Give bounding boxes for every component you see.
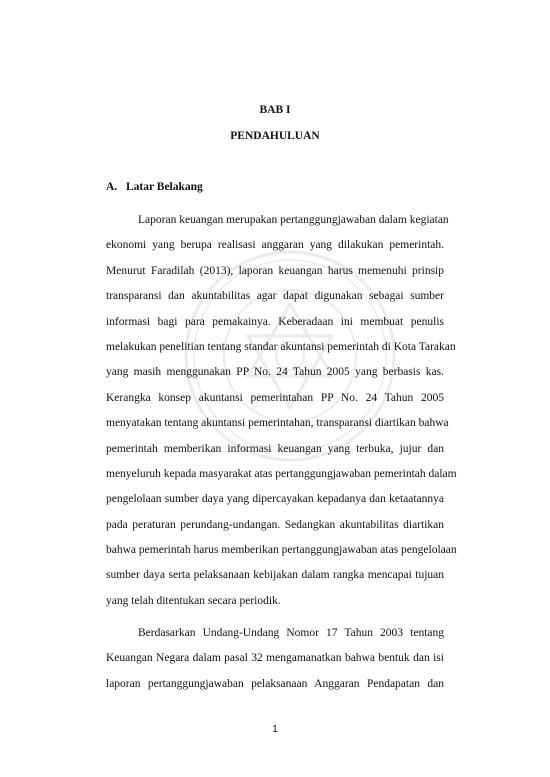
paragraph-line: pada peraturan perundang-undangan. Sedangkan akuntabilitas diartikan xyxy=(106,518,444,531)
paragraph-line: transparansi dan akuntabilitas agar dapat digunakan sebagai sumber xyxy=(106,290,444,303)
page-number: 1 xyxy=(272,724,278,735)
chapter-number: BAB I xyxy=(259,104,291,116)
paragraph-line: sumber daya serta pelaksanaan kebijakan dalam rangka mencapai tujuan xyxy=(106,569,444,582)
paragraph-line: pemerintah memberikan informasi keuangan yang terbuka, jujur dan xyxy=(106,442,444,455)
paragraph-line: menyeluruh kepada masyarakat atas pertanggungjawaban pemerintah dalam xyxy=(106,467,457,480)
paragraph-line: yang telah ditentukan secara periodik. xyxy=(106,594,281,607)
section-heading xyxy=(106,181,203,193)
paragraph-line: Laporan keuangan merupakan pertanggungjawaban dalam kegiatan xyxy=(138,214,449,226)
paragraph xyxy=(106,621,444,697)
paragraph-line: yang masih menggunakan PP No. 24 Tahun 2005 yang berbasis kas. xyxy=(106,366,444,379)
chapter-title: PENDAHULUAN xyxy=(230,130,320,142)
paragraph xyxy=(106,208,457,614)
paragraph-line: Keuangan Negara dalam pasal 32 mengamanatkan bahwa bentuk dan isi xyxy=(106,652,444,665)
paragraph-line: Berdasarkan Undang-Undang Nomor 17 Tahun 2003 tentang xyxy=(138,627,444,639)
paragraph-line: melakukan penelitian tentang standar akuntansi pemerintah di Kota Tarakan xyxy=(106,340,456,353)
paragraph-line: laporan pertanggungjawaban pelaksanaan Anggaran Pendapatan dan xyxy=(106,677,444,690)
paragraph-line: ekonomi yang berupa realisasi anggaran yang dilakukan pemerintah. xyxy=(106,239,444,252)
paragraph-line: Kerangka konsep akuntansi pemerintahan PP No. 24 Tahun 2005 xyxy=(106,391,444,404)
paragraph-line: informasi bagi para pemakainya. Keberadaan ini membuat penulis xyxy=(106,315,444,328)
paragraph-line: pengelolaan sumber daya yang dipercayakan kepadanya dan ketaatannya xyxy=(106,493,444,506)
paragraph-line: Menurut Faradilah (2013), laporan keuangan harus memenuhi prinsip xyxy=(106,264,444,277)
paragraph-line: menyatakan tentang akuntansi pemerintahan, transparansi diartikan bahwa xyxy=(106,417,449,430)
paragraph-line: bahwa pemerintah harus memberikan pertanggungjawaban atas pengelolaan xyxy=(106,544,457,557)
section-letter: A. xyxy=(106,181,118,193)
section-title: Latar Belakang xyxy=(126,181,203,193)
